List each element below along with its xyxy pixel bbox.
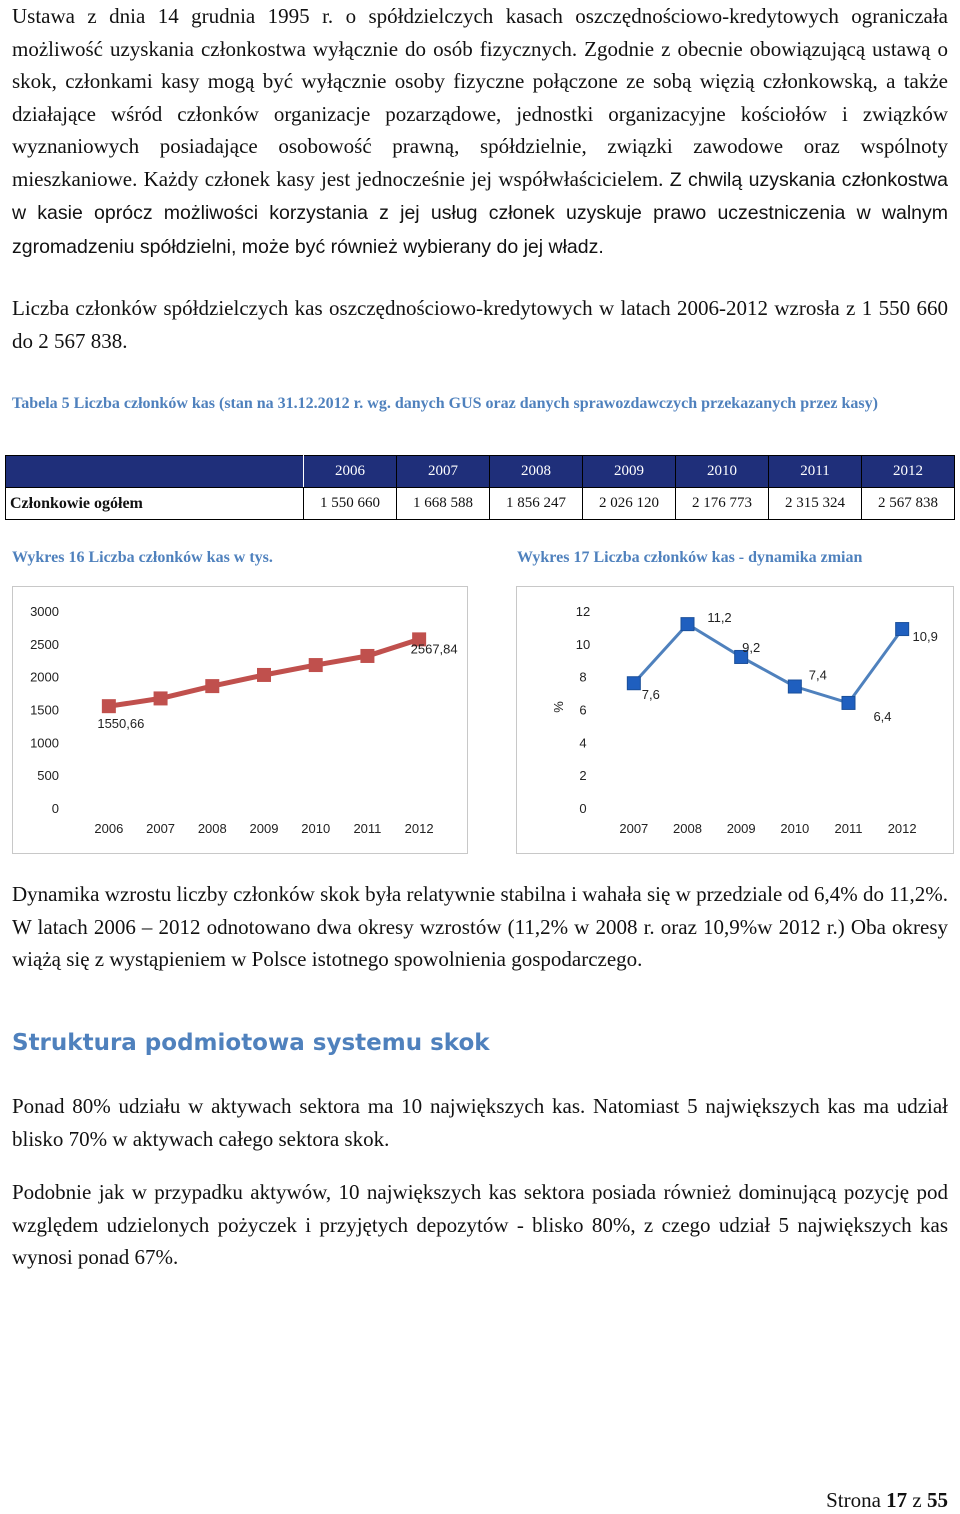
intro-paragraph	[12, 0, 948, 263]
x-tick-label: 2007	[619, 821, 649, 836]
x-tick-label: 2011	[353, 821, 382, 836]
year-cell: 2006	[304, 456, 397, 488]
y-tick-label: 2	[579, 768, 587, 784]
intro-text-c: Każdy członek kasy jest jednocześnie jej współwłaścicielem.	[143, 166, 664, 191]
value-cell: 1 856 247	[490, 488, 583, 520]
dynamics-paragraph: Dynamika wzrostu liczby członków skok była relatywnie stabilna i wahała się w przedziale od 6,4% do 11,2%. W latach 2006 – 2012 odnotowano dwa okresy wzrostów (11,2% w 2008 r. oraz 10,9%w 2012 r.) Oba okresy wiążą się z wystąpieniem w Polsce istotnego spowolnienia gospodarczego.	[12, 882, 948, 971]
data-label: 6,4	[873, 708, 892, 724]
members-dynamics-chart-svg	[517, 587, 953, 853]
x-tick-label: 2012	[887, 821, 917, 836]
value-cell: 2 176 773	[676, 488, 769, 520]
row-label: Członkowie ogółem	[6, 488, 304, 520]
year-cell: 2010	[676, 456, 769, 488]
members-dynamics-chart	[516, 586, 954, 854]
year-cell: 2009	[583, 456, 676, 488]
x-tick-label: 2011	[834, 821, 863, 836]
data-point	[627, 677, 640, 690]
y-tick-label: 2500	[30, 636, 59, 652]
members-count-chart-svg	[13, 587, 467, 853]
chart2-caption: Wykres 17 Liczba członków kas - dynamika zmian	[517, 549, 863, 566]
x-tick-label: 2009	[249, 821, 279, 836]
x-tick-label: 2008	[197, 821, 227, 836]
page-number	[826, 1488, 948, 1513]
y-tick-label: 6	[579, 702, 587, 718]
data-point	[258, 668, 271, 681]
series-line	[634, 624, 902, 703]
loans-paragraph: Podobnie jak w przypadku aktywów, 10 największych kas sektora posiada również dominującą pozycję pod względem udzielonych pożyczek i przyjętych depozytów - blisko 80%, z czego udział 5 największych kas wynosi ponad 67%.	[12, 1180, 948, 1269]
data-point	[788, 680, 801, 693]
y-tick-label: 1000	[30, 735, 59, 751]
data-point	[206, 680, 219, 693]
year-cell: 2008	[490, 456, 583, 488]
members-growth-paragraph: Liczba członków spółdzielczych kas oszczędnościowo-kredytowych w latach 2006-2012 wzrosła z 1 550 660 do 2 567 838.	[12, 296, 948, 353]
intro-text-b: Zgodnie z obecnie obowiązującą ustawą o skok, członkami kasy mogą być wyłącznie osoby fizyczne połączone ze sobą więzią członkowską, a także działające wśród członków organizacje pozarządowe, jednostki organizacyjne kościołów i związków wyznaniowych posiadające osobowość prawną, spółdzielnie, związki zawodowe oraz wspólnoty mieszkaniowe.	[12, 36, 949, 191]
year-cell: 2012	[862, 456, 955, 488]
data-point	[896, 623, 909, 636]
data-point	[102, 700, 115, 713]
y-tick-label: 12	[575, 604, 591, 619]
y-tick-label: 8	[579, 669, 587, 685]
page-current: 17	[886, 1488, 908, 1512]
y-tick-label: 0	[579, 801, 587, 816]
x-tick-label: 2010	[780, 821, 810, 836]
data-point	[154, 692, 167, 705]
data-label: 7,4	[808, 667, 827, 683]
y-tick-label: 1500	[30, 702, 59, 718]
value-cell: 2 026 120	[583, 488, 676, 520]
intro-text-a: Ustawa z dnia 14 grudnia 1995 r. o spółdzielczych kasach oszczędnościowo-kredytowych ograniczała możliwość uzyskania członkostwa wyłącznie do osób fizycznych.	[12, 4, 948, 61]
table-header-row	[6, 456, 955, 488]
data-label: 7,6	[641, 687, 660, 703]
members-count-chart	[12, 586, 468, 854]
x-tick-label: 2009	[726, 821, 756, 836]
table-caption: Tabela 5 Liczba członków kas (stan na 31.12.2012 r. wg. danych GUS oraz danych sprawozdawczych przekazanych przez kasy)	[12, 395, 878, 412]
y-tick-label: 0	[51, 801, 59, 816]
chart1-caption: Wykres 16 Liczba członków kas w tys.	[12, 549, 273, 566]
members-table	[5, 455, 955, 520]
y-axis-label: %	[551, 701, 566, 713]
data-label: 11,2	[707, 610, 732, 626]
y-tick-label: 4	[579, 735, 587, 751]
x-tick-label: 2006	[94, 821, 124, 836]
year-cell: 2011	[769, 456, 862, 488]
page-of: z	[912, 1488, 922, 1512]
x-tick-label: 2012	[404, 821, 434, 836]
value-cell: 2 315 324	[769, 488, 862, 520]
value-cell: 1 668 588	[397, 488, 490, 520]
page-prefix: Strona	[826, 1488, 881, 1512]
data-point	[309, 659, 322, 672]
y-tick-label: 2000	[30, 669, 59, 685]
data-label: 9,2	[742, 639, 761, 655]
x-tick-label: 2007	[146, 821, 176, 836]
x-tick-label: 2008	[673, 821, 702, 836]
y-tick-label: 500	[37, 768, 59, 784]
value-cell: 2 567 838	[862, 488, 955, 520]
page-total: 55	[927, 1488, 948, 1512]
section-heading: Struktura podmiotowa systemu skok	[12, 1030, 490, 1056]
year-cell: 2007	[397, 456, 490, 488]
data-label: 1550,66	[97, 716, 145, 732]
value-cell: 1 550 660	[304, 488, 397, 520]
intro-text-d: Z chwilą uzyskania członkostwa w kasie oprócz możliwości korzystania z jej usług członek uzyskuje prawo uczestniczenia w walnym zgromadzeniu spółdzielni, może być również wybierany do jej władz.	[12, 168, 949, 258]
y-tick-label: 10	[575, 636, 591, 652]
assets-paragraph: Ponad 80% udziału w aktywach sektora ma 10 największych kas. Natomiast 5 największych kas ma udział blisko 70% w aktywach całego sektora skok.	[12, 1094, 948, 1151]
data-label: 10,9	[912, 629, 938, 645]
data-point	[361, 649, 374, 662]
y-tick-label: 3000	[30, 604, 59, 619]
x-tick-label: 2010	[301, 821, 331, 836]
table-row	[6, 488, 955, 520]
table-corner-cell	[6, 456, 304, 488]
data-point	[681, 618, 694, 631]
data-label: 2567,84	[410, 641, 458, 657]
data-point	[842, 696, 855, 709]
